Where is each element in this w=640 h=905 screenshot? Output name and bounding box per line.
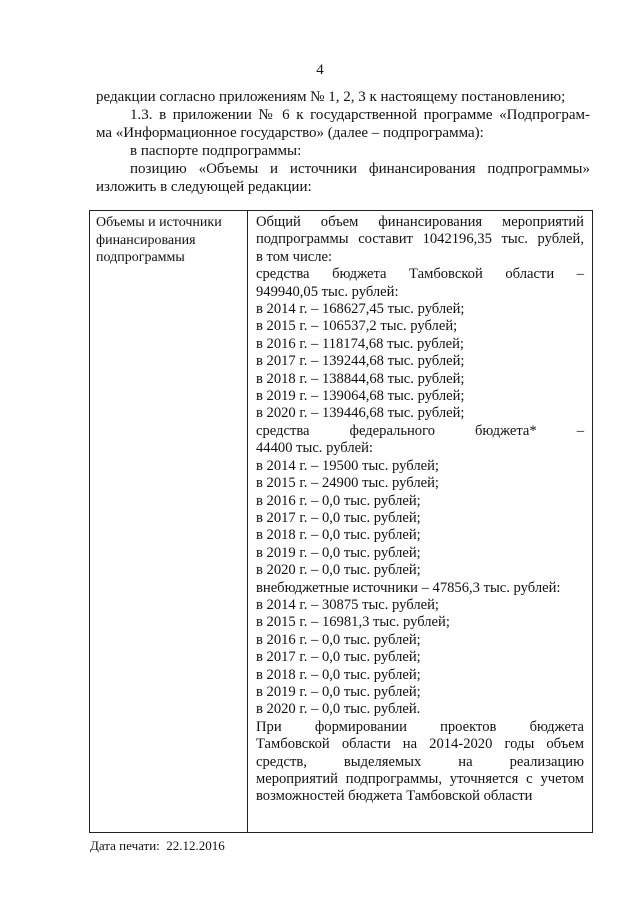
financing-line: средства федерального бюджета* – [256, 422, 584, 439]
financing-line: в 2020 г. – 139446,68 тыс. рублей; [256, 405, 465, 422]
financing-line: возможностей бюджета Тамбовской области [256, 788, 533, 805]
financing-line: в 2017 г. – 0,0 тыс. рублей; [256, 509, 421, 526]
financing-line: в том числе: [256, 248, 333, 265]
financing-line: в 2017 г. – 139244,68 тыс. рублей; [256, 353, 465, 370]
intro-line: ма «Информационное государство» (далее – подпрограмма): [96, 125, 484, 141]
financing-line: в 2015 г. – 24900 тыс. рублей; [256, 475, 439, 492]
print-date [90, 838, 225, 854]
financing-line: в 2014 г. – 19500 тыс. рублей; [256, 457, 439, 474]
financing-line: в 2019 г. – 0,0 тыс. рублей; [256, 544, 421, 561]
intro-line: позицию «Объемы и источники финансирования подпрограммы» [130, 161, 590, 177]
financing-line: 44400 тыс. рублей: [256, 440, 373, 457]
financing-line: в 2016 г. – 118174,68 тыс. рублей; [256, 335, 464, 352]
financing-line: в 2015 г. – 16981,3 тыс. рублей; [256, 614, 450, 631]
financing-line: в 2014 г. – 30875 тыс. рублей; [256, 596, 439, 613]
financing-line: в 2018 г. – 0,0 тыс. рублей; [256, 527, 421, 544]
page-number: 4 [316, 62, 324, 78]
financing-line: в 2014 г. – 168627,45 тыс. рублей; [256, 301, 465, 318]
financing-line: в 2018 г. – 0,0 тыс. рублей; [256, 666, 421, 683]
financing-table [89, 210, 593, 833]
table-value-cell [248, 211, 592, 832]
financing-line: в 2019 г. – 139064,68 тыс. рублей; [256, 388, 465, 405]
intro-line: редакции согласно приложениям № 1, 2, 3 к настоящему постановлению; [96, 89, 566, 105]
financing-line: Тамбовской области на 2014-2020 годы объем [256, 736, 584, 753]
financing-line: в 2019 г. – 0,0 тыс. рублей; [256, 683, 421, 700]
financing-line: средства бюджета Тамбовской области – [256, 266, 584, 283]
financing-line: в 2016 г. – 0,0 тыс. рублей; [256, 492, 421, 509]
financing-line: в 2018 г. – 138844,68 тыс. рублей; [256, 370, 465, 387]
intro-line: изложить в следующей редакции: [96, 179, 312, 195]
table-header-cell: Объемы и источники финансирования подпрограммы [90, 211, 248, 832]
intro-line: 1.3. в приложении № 6 к государственной программе «Подпрограм- [130, 107, 590, 123]
financing-line: подпрограммы составит 1042196,35 тыс. рублей, [256, 231, 584, 248]
financing-line: в 2015 г. – 106537,2 тыс. рублей; [256, 318, 458, 335]
print-date-label: Дата печати: [90, 838, 160, 853]
print-date-value: 22.12.2016 [166, 838, 225, 853]
financing-line: Общий объем финансирования мероприятий [256, 214, 584, 230]
financing-line: внебюджетные источники – 47856,3 тыс. рублей: [256, 579, 561, 596]
financing-line: в 2020 г. – 0,0 тыс. рублей. [256, 701, 421, 718]
financing-line: При формировании проектов бюджета [256, 718, 584, 735]
financing-line: средств, выделяемых на реализацию [256, 753, 584, 770]
financing-line: в 2020 г. – 0,0 тыс. рублей; [256, 562, 421, 579]
financing-line: 949940,05 тыс. рублей: [256, 283, 399, 300]
intro-text [96, 88, 590, 196]
financing-line: в 2016 г. – 0,0 тыс. рублей; [256, 631, 421, 648]
financing-line: в 2017 г. – 0,0 тыс. рублей; [256, 649, 421, 666]
intro-line: в паспорте подпрограммы: [130, 143, 302, 159]
financing-line: мероприятий подпрограммы, уточняется с учетом [256, 771, 584, 787]
